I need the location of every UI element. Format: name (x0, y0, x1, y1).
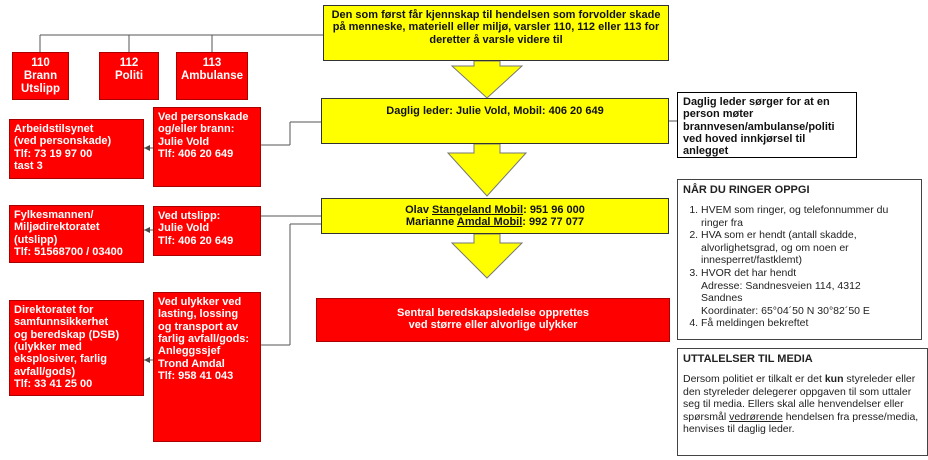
contacts-box (321, 198, 669, 234)
down-arrow-2 (448, 144, 526, 196)
call-info-item-1-line-1: 1. HVEM som ringer, og telefonnummer du (701, 204, 889, 216)
emergency-112-label: Politi (114, 69, 144, 82)
contact-olav-surname: Stangeland (432, 204, 492, 216)
arbeidstilsynet-line-2: (ved personskade) (14, 135, 112, 148)
call-info-item-4-line-1: 4. Få meldingen bekreftet (701, 317, 809, 330)
leader-note-line-2: person møter (683, 108, 754, 121)
contact-line-marianne (322, 216, 668, 228)
contact-marianne-surname: Amdal (456, 216, 491, 229)
dsb-box (9, 300, 144, 396)
contact-olav-number: : 951 96 000 (523, 204, 585, 216)
personal-injury-line-2: og/eller brann: (158, 123, 235, 136)
call-info-item-3-line-4: Koordinater: 65°04´50 N 30°82´50 E (701, 304, 870, 317)
media-info-text (683, 373, 922, 436)
media-info-part-1: Dersom politiet er tilkalt er det (683, 373, 825, 385)
dsb-line-3: og beredskap (DSB) (14, 328, 120, 341)
contact-olav-mobil: Mobil (491, 204, 524, 216)
call-info-item-1 (701, 204, 916, 229)
media-info-part-3: hendelsen fra presse/media, henvises til daglig leder. (683, 410, 919, 436)
dsb-line-6: avfall/gods) (14, 365, 76, 378)
dsb-line-1: Direktoratet for (14, 304, 94, 316)
call-info-list (683, 204, 916, 330)
personal-injury-box (153, 107, 261, 187)
hazardous-transport-line-2: lasting, lossing (158, 308, 239, 321)
central-management-box (316, 298, 670, 342)
hazardous-transport-line-5: Anleggssjef (158, 345, 221, 358)
central-management-line-1: Sentral beredskapsledelse opprettes (397, 307, 589, 319)
fylkesmannen-line-2: Miljødirektoratet (14, 221, 100, 234)
call-info-item-3-line-1: 3. HVOR det har hendt (701, 266, 797, 279)
arbeidstilsynet-line-3: Tlf: 73 19 97 00 (14, 147, 93, 160)
call-info-box (677, 179, 922, 340)
call-info-item-2 (701, 229, 916, 267)
initial-notice-box (323, 5, 669, 61)
emergency-112-box (99, 52, 159, 100)
initial-notice-line-2: på menneske, materiell eller miljø, varsler 110, 112 eller 113 for (332, 21, 660, 34)
spill-line-1: Ved utslipp: (158, 210, 221, 222)
personal-injury-line-4: Tlf: 406 20 649 (158, 147, 234, 160)
dsb-line-2: samfunnsikkerhet (14, 316, 109, 329)
arbeidstilsynet-line-4: tast 3 (14, 159, 43, 172)
daily-leader-text: Daglig leder: Julie Vold, Mobil: 406 20 649 (386, 105, 604, 117)
call-info-item-2-line-1: 2. HVA som er hendt (antall skadde, (701, 229, 857, 242)
dsb-line-4: (ulykker med (14, 340, 82, 353)
dsb-line-5: eksplosiver, farlig (14, 353, 107, 366)
emergency-112-number: 112 (119, 57, 139, 69)
emergency-110-label-2: Utslipp (21, 82, 60, 95)
leader-note-line-4: ved hoved innkjørsel til (683, 132, 806, 145)
emergency-110-number: 110 (31, 57, 50, 69)
leader-note-line-3: brannvesen/ambulanse/politi (683, 120, 835, 133)
contact-marianne-number: : 992 77 077 (522, 216, 585, 229)
emergency-113-number: 113 (202, 57, 222, 69)
initial-notice-line-1: Den som først får kjennskap til hendelsen som forvolder skade (331, 9, 661, 21)
down-arrow-1 (452, 61, 522, 98)
leader-note-line-1: Daglig leder sørger for at en (683, 96, 830, 108)
call-info-item-4 (701, 317, 916, 330)
personal-injury-line-1: Ved personskade (158, 111, 249, 123)
emergency-110-box (12, 52, 69, 100)
call-info-item-3-line-2: Adresse: Sandnesveien 114, 4312 (701, 279, 861, 292)
initial-notice-line-3: deretter å varsle videre til (429, 33, 563, 46)
contact-marianne-name: Marianne (405, 216, 457, 229)
daily-leader-box (321, 98, 669, 144)
contact-marianne-mobil: Mobil (490, 216, 523, 229)
hazardous-transport-line-6: Trond Amdal (158, 357, 225, 370)
call-info-item-3-line-3: Sandnes (701, 292, 743, 305)
personal-injury-line-3: Julie Vold (158, 135, 210, 148)
media-info-title: UTTALELSER TIL MEDIA (683, 353, 813, 365)
dsb-line-7: Tlf: 33 41 25 00 (14, 377, 93, 390)
call-info-item-2-line-3: innesperret/fastklemt) (701, 254, 802, 267)
emergency-113-box (176, 52, 248, 100)
contact-line-olav (322, 204, 668, 216)
call-info-item-1-line-2: ringer fra (701, 216, 744, 229)
spill-box (153, 206, 261, 256)
central-management-line-2: ved større eller alvorlige ulykker (408, 319, 578, 332)
arbeidstilsynet-line-1: Arbeidstilsynet (14, 123, 94, 135)
hazardous-transport-line-1: Ved ulykker ved (158, 296, 242, 308)
spill-line-3: Tlf: 406 20 649 (158, 234, 234, 247)
media-info-box (677, 348, 928, 456)
hazardous-transport-line-3: og transport av (158, 320, 239, 333)
fylkesmannen-box (9, 205, 144, 263)
call-info-item-3 (701, 267, 916, 317)
emergency-113-label: Ambulanse (181, 69, 243, 82)
emergency-110-label-1: Brann (23, 69, 58, 82)
media-info-part-2: styreleder eller den styreleder delegerer oppgaven til som uttaler seg til media. Ellers skal alle henvendelser eller spørsmål (683, 373, 916, 423)
fylkesmannen-line-1: Fylkesmannen/ (14, 209, 94, 221)
hazardous-transport-box (153, 292, 261, 442)
spill-line-2: Julie Vold (158, 222, 210, 235)
down-arrow-3 (452, 234, 522, 278)
fylkesmannen-line-3: (utslipp) (14, 233, 58, 246)
media-info-kun: kun (824, 373, 844, 385)
arbeidstilsynet-box (9, 119, 144, 179)
leader-note-line-5: anlegget (683, 145, 729, 158)
leader-note-box (677, 92, 857, 158)
hazardous-transport-line-4: farlig avfall/gods: (158, 332, 250, 345)
call-info-item-2-line-2: alvorlighetsgrad, og om noen er (701, 241, 849, 254)
call-info-title: NÅR DU RINGER OPPGI (683, 184, 810, 196)
hazardous-transport-line-7: Tlf: 958 41 043 (158, 369, 234, 382)
fylkesmannen-line-4: Tlf: 51568700 / 03400 (14, 245, 123, 258)
contact-olav-name: Olav (405, 204, 433, 216)
media-info-vedrorende: vedrørende (729, 410, 783, 423)
